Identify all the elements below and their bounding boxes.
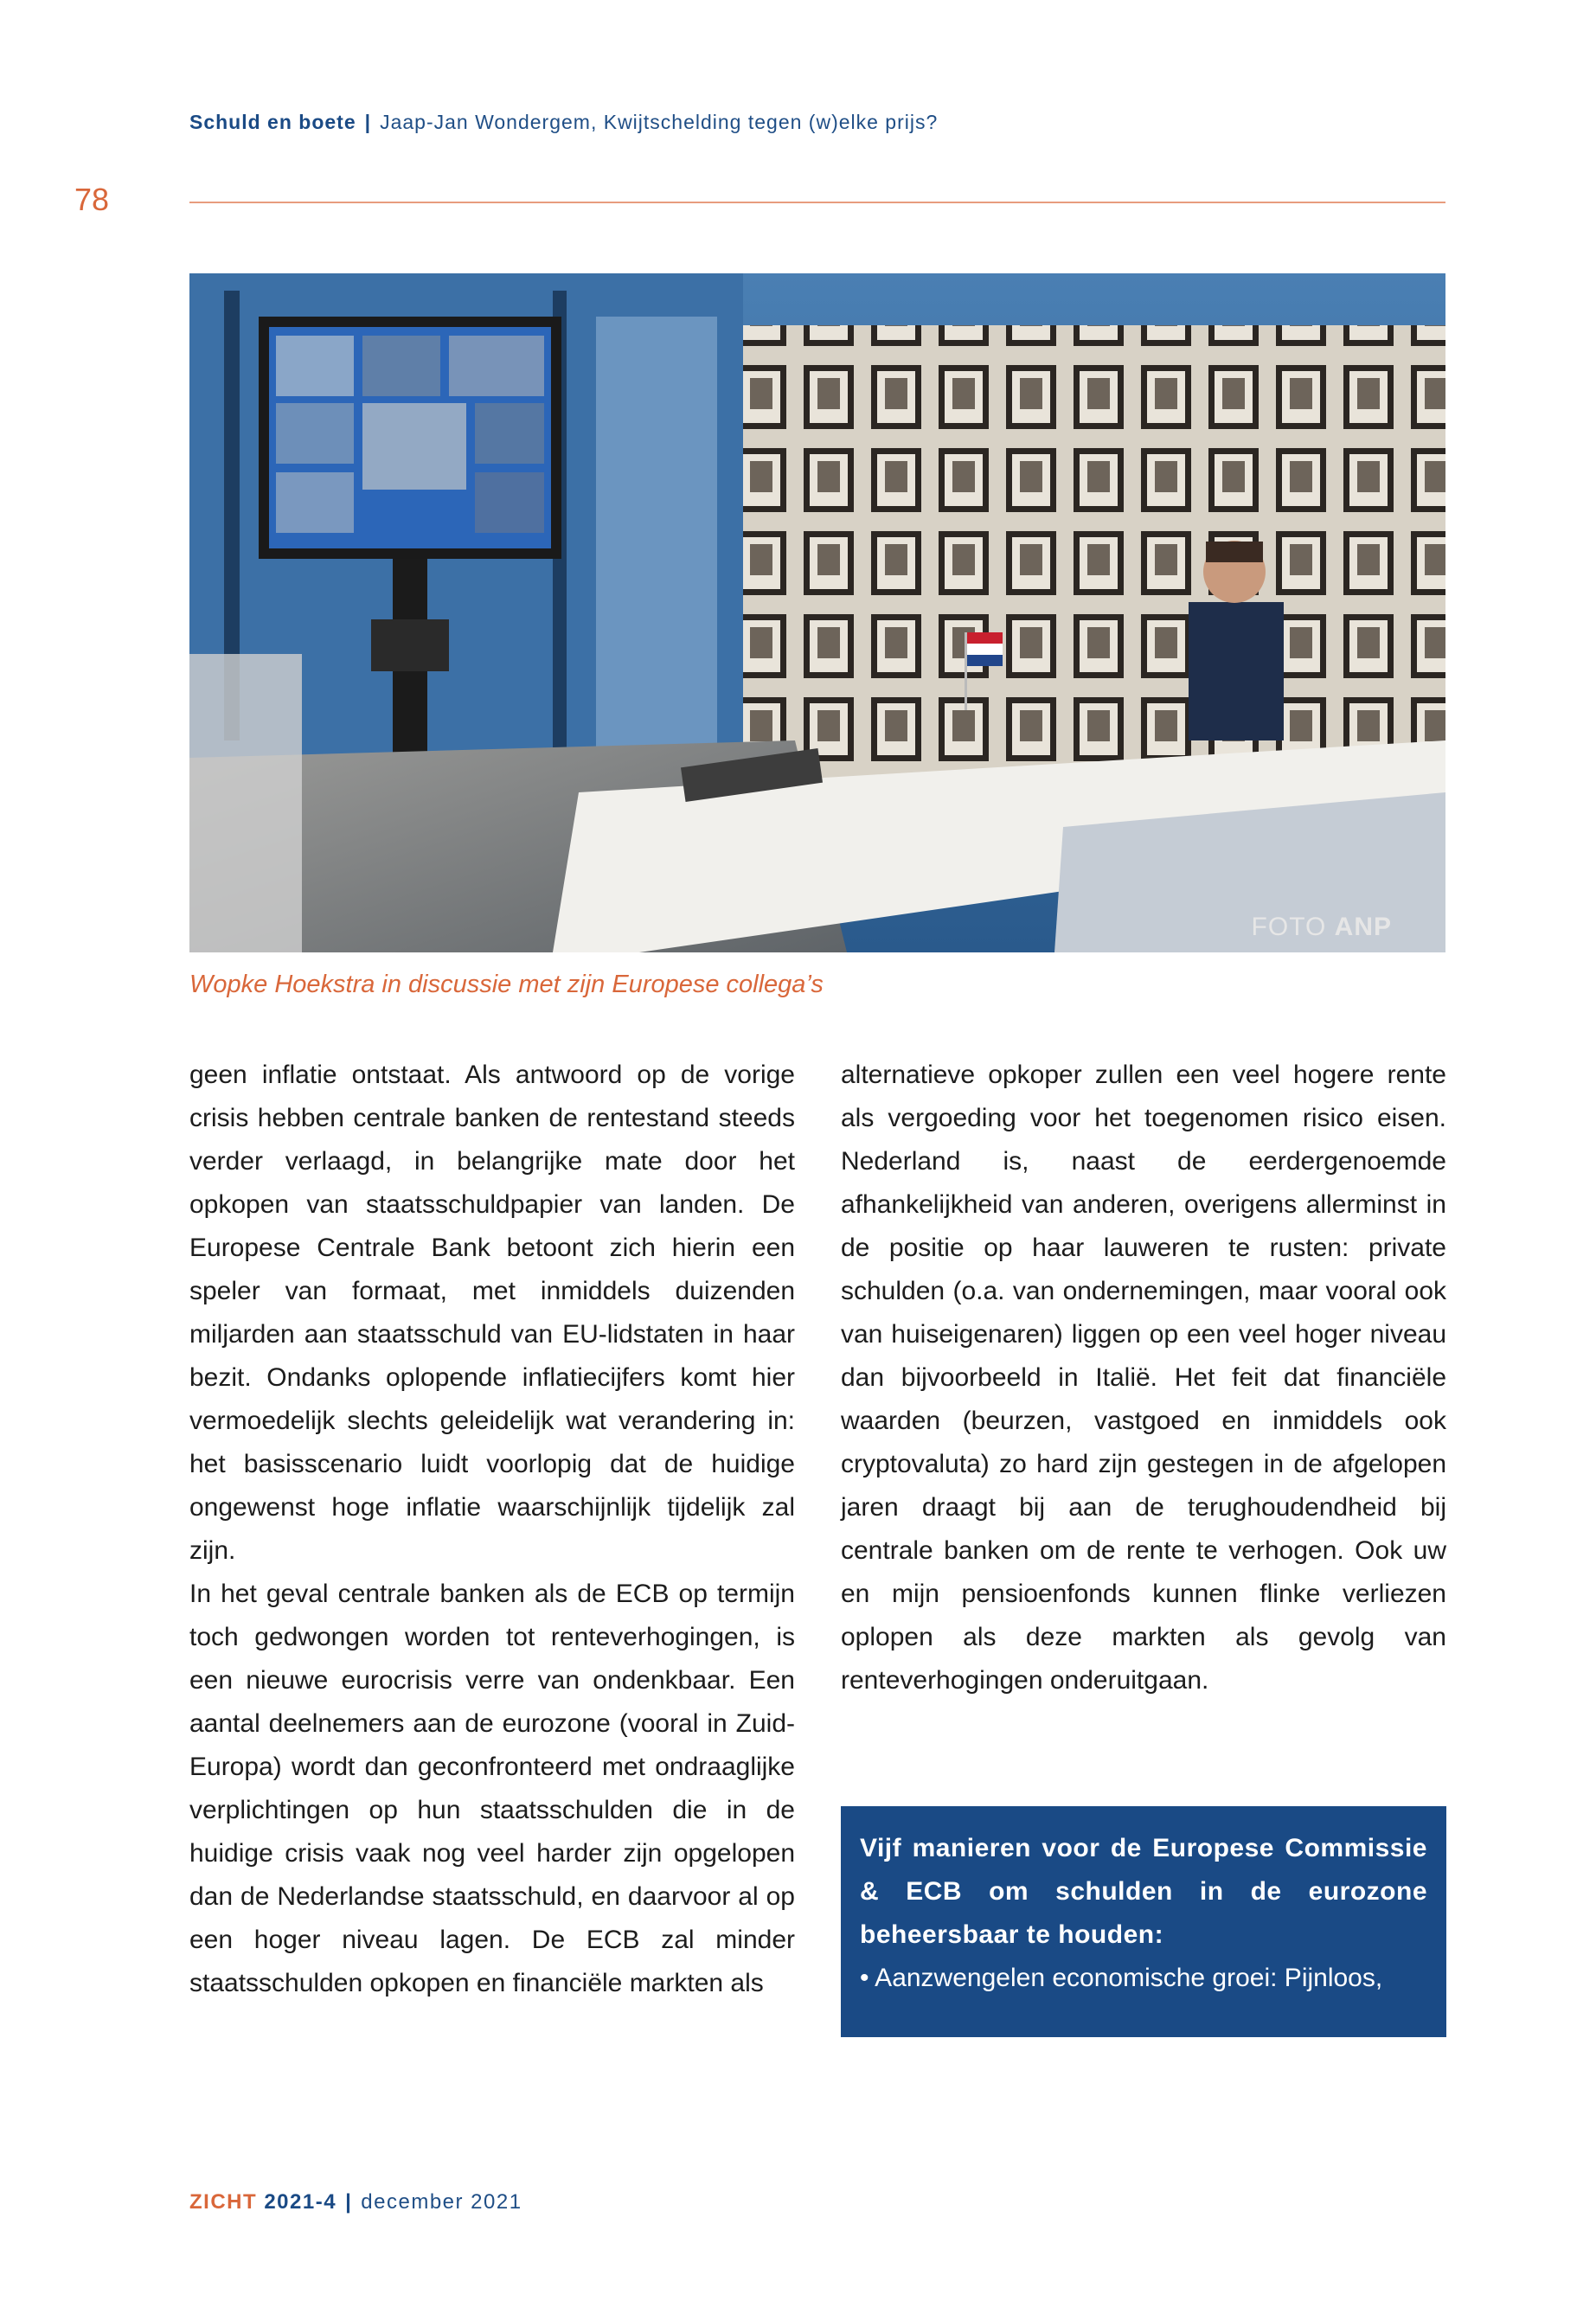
paragraph: alternatieve opkoper zullen een veel hogere rente als vergoeding voor het toegenomen risico eisen. Nederland is, naast de eerdergenoemde afhankelijkheid van anderen, overigens allerminst in de positie op haar lauweren te rusten: private schulden (o.a. van ondernemingen, maar vooral ook van huiseigenaren) liggen op een veel hoger niveau dan bijvoorbeeld in Italië. Het feit dat financiële waarden (beurzen, vastgoed en inmiddels ook cryptovaluta) zo hard zijn gestegen in de afgelopen jaren draagt bij aan de terughoudendheid bij centrale banken om de rente te verhogen. Ook uw en mijn pensioenfonds kunnen flinke verliezen oplopen als deze markten als gevolg van renteverhogingen onderuitgaan. [841,1061,1446,1695]
photo-caption: Wopke Hoekstra in discussie met zijn Europese collega’s [189,971,824,998]
header-separator: | [364,111,372,133]
running-header [189,111,938,134]
infobox [841,1806,1446,2037]
magazine-brand: ZICHT [189,2190,258,2214]
photo-credit-agency: ANP [1334,913,1392,941]
header-rule [189,202,1445,203]
section-title: Schuld en boete [189,111,356,133]
running-footer [189,2190,522,2214]
paragraph: geen inflatie ontstaat. Als antwoord op de vorige crisis hebben centrale banken de rentestand steeds verder verlaagd, in belangrijke mate door het opkopen van staatsschuldpapier van landen. De Europese Centrale Bank betoont zich hierin een speler van formaat, met inmiddels duizenden miljarden aan staatsschuld van EU-lidstaten in haar bezit. Ondanks oplopende inflatiecijfers komt hier vermoedelijk slechts geleidelijk wat verandering in: het basisscenario luidt voorlopig dat de huidige ongewenst hoge inflatie waarschijnlijk tijdelijk zal zijn. [189,1061,795,1565]
footer-separator: | [345,2190,353,2214]
photo-credit [1252,913,1392,942]
article-photo [189,273,1445,952]
paragraph: In het geval centrale banken als de ECB op termijn toch gedwongen worden tot renteverhogingen, is een nieuwe eurocrisis verre van ondenkbaar. Een aantal deelnemers aan de eurozone (vooral in Zuid-Europa) wordt dan geconfronteerd met ondraaglijke verplichtingen op hun staatsschulden die in de huidige crisis vaak nog veel harder zijn opgelopen dan de Nederlandse staatsschuld, en daarvoor al op een hoger niveau lagen. De ECB zal minder staatsschulden opkopen en financiële markten als [189,1580,795,1997]
photo-credit-prefix: FOTO [1251,913,1327,941]
body-column-right [841,1054,1446,1702]
magazine-issue: 2021-4 [264,2190,337,2214]
page-number: 78 [74,182,110,217]
infobox-title: Vijf manieren voor de Europese Commissie & ECB om schulden in de eurozone beheersbaar te houden: [860,1834,1427,1949]
infobox-bullet: • Aanzwengelen economische groei: Pijnloos, [860,1964,1383,1992]
body-column-left [189,1054,795,2005]
issue-date: december 2021 [361,2190,522,2214]
article-title: Jaap-Jan Wondergem, Kwijtschelding tegen (w)elke prijs? [380,111,939,133]
